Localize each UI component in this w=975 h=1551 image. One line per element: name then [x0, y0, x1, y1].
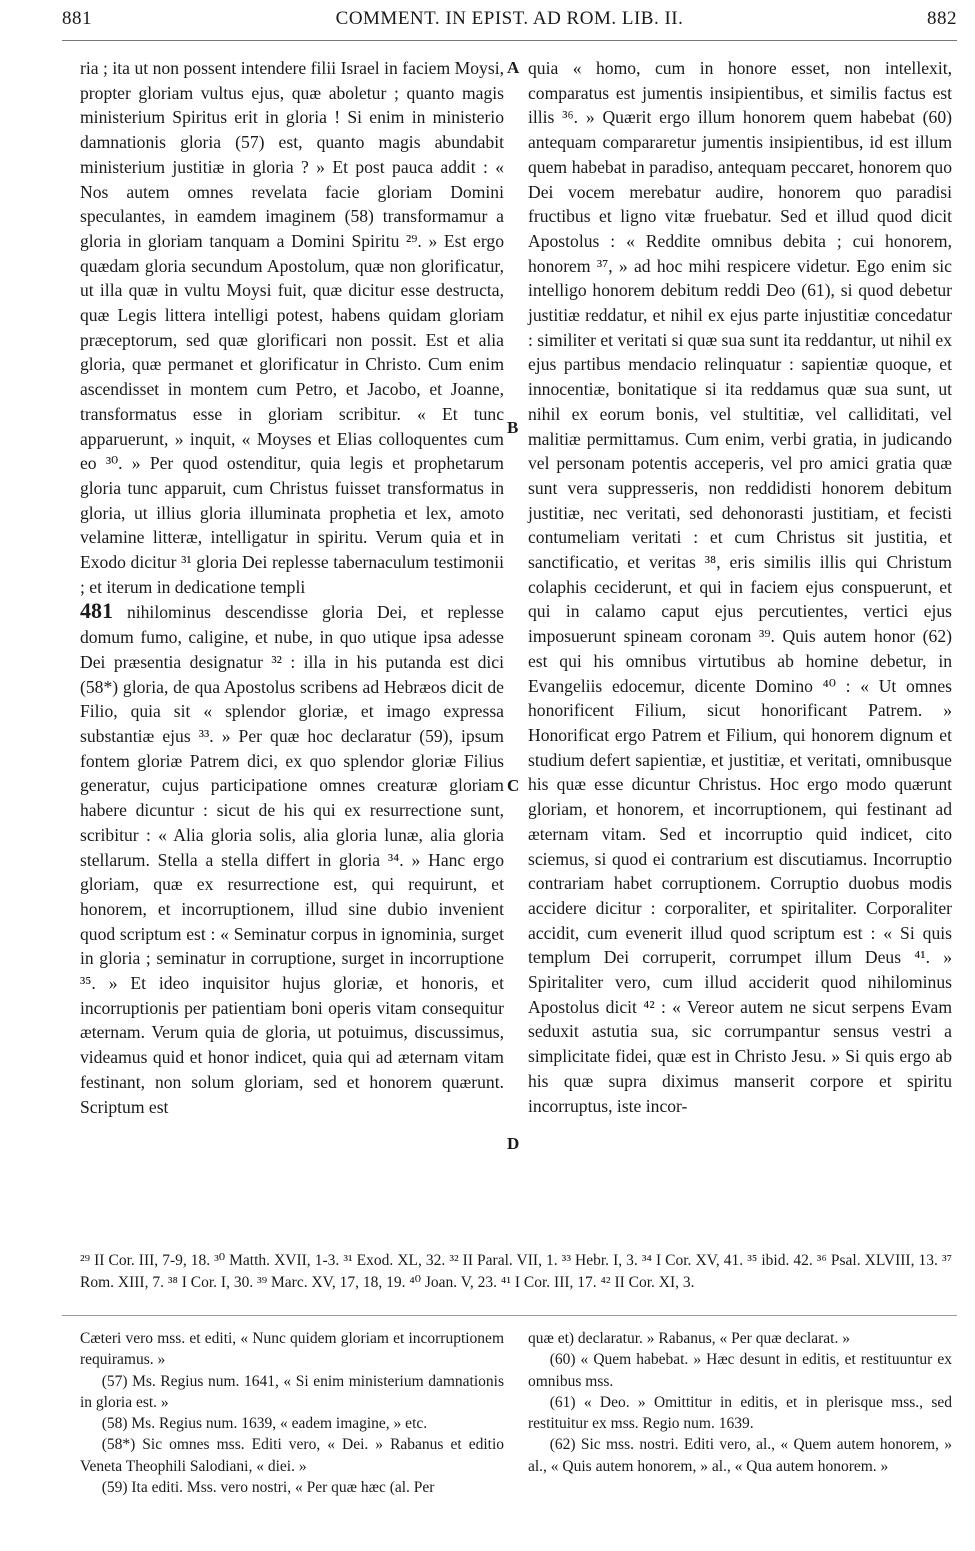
page-marker: 481	[80, 598, 113, 624]
header-rule	[62, 40, 957, 41]
left-paragraph-2	[80, 599, 504, 1119]
running-header	[62, 8, 957, 42]
note-item: (61) « Deo. » Omittitur in editis, et in plerisque mss., sed restituitur ex mss. Regio num. 1639.	[528, 1393, 952, 1433]
left-paragraph-2-text: nihilominus descendisse gloria Dei, et replesse domum fumo, caligine, et nube, in quo utique ipsa adesse Dei præsentia designatur ³² : illa in his putanda est dici (58*) gloria, de qua Apostolus scribens ad Hebræos dicit de Filio, quia sit « splendor gloriæ, et imago expressa substantiæ ejus ³³. » Per quæ hoc declaratur (59), ipsum fontem gloriæ Patrem dici, ex quo splendor gloriæ Filius generatur, cujus participatione omnes creaturæ gloriam habere dicuntur : sicut de his qui ex resurrectione sunt, scribitur : « Alia gloria solis, alia gloria lunæ, alia gloria stellarum. Stella a stella differt in gloria ³⁴. » Hanc ergo gloriam, quæ ex resurrectione est, qui requirunt, et honorem, et incorruptionem, illud sine dubio invenient quod scriptum est : « Seminatur corpus in ignominia, surget in gloria ; seminatur in corruptione, surget in incorruptione ³⁵. » Et ideo inquisitor hujus gloriæ, et honoris, et incorruptionis per patientiam boni operis vitam consequitur æternam. Verum quia de gloria, ut potuimus, discussimus, videamus quid et honor indicet, quia qui ad æternam vitam festinant, non solum gloriam, sed et honorem quærunt. Scriptum est	[80, 602, 504, 1117]
margin-letter-c: C	[507, 776, 520, 795]
note-item: (58) Ms. Regius num. 1639, « eadem imagine, » etc.	[101, 1415, 428, 1433]
scripture-references: ²⁹ II Cor. III, 7-9, 18. ³⁰ Matth. XVII, 1-3. ³¹ Exod. XL, 32. ³² II Paral. VII, 1. ³³ Hebr. I, 3. ³⁴ I Cor. XV, 41. ³⁵ ibid. 42. ³⁶ Psal. XLVIII, 13. ³⁷ Rom. XIII, 7. ³⁸ I Cor. I, 30. ³⁹ Marc. XV, 17, 18, 19. ⁴⁰ Joan. V, 23. ⁴¹ I Cor. III, 17. ⁴² II Cor. XI, 3.	[80, 1252, 952, 1291]
left-column	[80, 56, 504, 1119]
note-item: quæ et) declaratur. » Rabanus, « Per quæ declarat. »	[528, 1330, 850, 1347]
right-column	[528, 56, 952, 1118]
page-number-left: 881	[62, 8, 92, 29]
note-item: (62) Sic mss. nostri. Editi vero, al., « Quem autem honorem, » al., « Quis autem honorem, » al., « Qua autem honorem. »	[528, 1436, 952, 1475]
margin-letter-a: A	[507, 58, 520, 77]
notes-left-column	[80, 1328, 504, 1498]
page-number-right: 882	[927, 8, 957, 29]
note-item: (57) Ms. Regius num. 1641, « Si enim ministerium damnationis in gloria est. »	[80, 1372, 504, 1411]
note-item: (60) « Quem habebat. » Hæc desunt in editis, et restituuntur ex omnibus mss.	[528, 1351, 952, 1390]
note-item: (59) Ita editi. Mss. vero nostri, « Per quæ hæc (al. Per	[101, 1479, 435, 1497]
margin-letter-d: D	[507, 1134, 520, 1153]
left-paragraph-1: ria ; ita ut non possent intendere filii Israel in faciem Moysi, propter gloriam vultus ejus, quæ aboletur ; quanto magis ministerium Spiritus erit in gloria ! Si enim in ministerio damnationis gloria (57) est, quanto magis abundabit ministerium justitiæ in gloria ? » Et post pauca addit : « Nos autem omnes revelata facie gloriam Domini speculantes, in eamdem imaginem (58) transformamur a gloria in gloriam tanquam a Domini Spiritu ²⁹. » Est ergo quædam gloria secundum Apostolum, quæ non glorificatur, ut illa quæ in vultu Moysi fuit, quæ dicitur esse destructa, quæ Legis littera intelligi potest, habens quidam gloriam præceptorum, sed quæ glorificari non possit. Est et alia gloria, quæ permanet et glorificatur in Christo. Cum enim ascendisset in montem cum Petro, et Jacobo, et Joanne, transformatus esse in gloriam scribitur. « Et tunc apparuerunt, » inquit, « Moyses et Elias colloquentes cum eo ³⁰. » Per quod ostenditur, quia legis et prophetarum gloria tunc apparuit, cum Christus fuisset transformatus in gloria, ut illius gloria illuminata prophetia et lex, amoto velamine litteræ, intelligatur in spiritu. Verum quia et in Exodo dicitur ³¹ gloria Dei replesse tabernaculum testimonii ; et iterum in dedicatione templi	[80, 58, 504, 597]
notes-rule	[62, 1315, 957, 1316]
note-item: Cæteri vero mss. et editi, « Nunc quidem gloriam et incorruptionem requiramus. »	[80, 1330, 504, 1369]
notes-right-column	[528, 1328, 952, 1477]
running-title: COMMENT. IN EPIST. AD ROM. LIB. II.	[335, 8, 684, 29]
margin-letter-b: B	[507, 418, 519, 437]
right-paragraph-1: quia « homo, cum in honore esset, non intellexit, comparatus est jumentis insipientibus, et similis factus est illis ³⁶. » Quærit ergo illum honorem quem habebat (60) antequam compararetur jumentis insipientibus, id est illum quem habebat in paradiso, antequam peccaret, honorem quo Dei vocem merebatur audire, honorem quo paradisi fructibus et ligno vitæ fruebatur. Sed et illud quod dicit Apostolus : « Reddite omnibus debita ; cui honorem, honorem ³⁷, » ad hoc mihi respicere videtur. Ego enim sic intelligo honorem debitum reddi Deo (61), si quod debetur justitiæ reddatur, et nihil ex ejus parte injustitiæ concedatur : similiter et veritati si quæ sua sunt ita reddantur, ut nihil ex ejus partibus mendacio relinquatur : sapientiæ quoque, et innocentiæ, bonitatique si ita reddamus quæ sua sunt, ut nihil ex eorum bonis, vel stultitiæ, vel calliditati, vel malitiæ permittamus. Cum enim, verbi gratia, in judicando vel personam potentis acceperis, vel pro amici gratia quæ sunt vera suppresseris, non reddidisti honorem debitum justitiæ, nec veritati, sed dehonorasti justitiam, et fecisti contumeliam veritati : et cum Christus sit justitia, et sanctificatio, et veritas ³⁸, eris similis illis qui Christum colaphis ceciderunt, et qui in faciem ejus conspuerunt, et qui in calamo caput ejus percutientes, vertici ejus imposuerunt spineam coronam ³⁹. Quis autem honor (62) est qui his omnibus virtutibus ab homine debetur, in Evangeliis edocemur, dicente Domino ⁴⁰ : « Ut omnes honorificent Filium, sicut honorificant Patrem. » Honorificat ergo Patrem et Filium, qui honorem dignum et studium defert sapientiæ, et justitiæ, et veritati, omnibusque his quæ esse dicuntur Christus. Hoc ergo modo quærunt gloriam, et honorem, et incorruptionem, qui festinant ad æternam vitam. Sed et incorruptio quid indicet, cito sciemus, si quod ei contrarium est discutiamus. Incorruptio contrariam habet corruptionem. Corruptio duobus modis accidere dicitur : corporaliter, et spiritaliter. Corporaliter accidit, cum evenerit illud quod scriptum est : « Si quis templum Dei corruperit, corrumpet illum Deus ⁴¹. » Spiritaliter vero, cum illud acciderit quod nihilominus Apostolus dicit ⁴² : « Vereor autem ne sicut serpens Evam seduxit astutia sua, sic corrumpantur sensus vestri a simplicitate fidei, quæ est in Christo Jesu. » Si quis ergo ab his quæ supra diximus manserit corpore et spiritu incorruptus, iste incor-	[528, 58, 952, 1116]
note-item: (58*) Sic omnes mss. Editi vero, « Dei. » Rabanus et editio Veneta Theophili Salodiani, « diei. »	[80, 1436, 504, 1475]
